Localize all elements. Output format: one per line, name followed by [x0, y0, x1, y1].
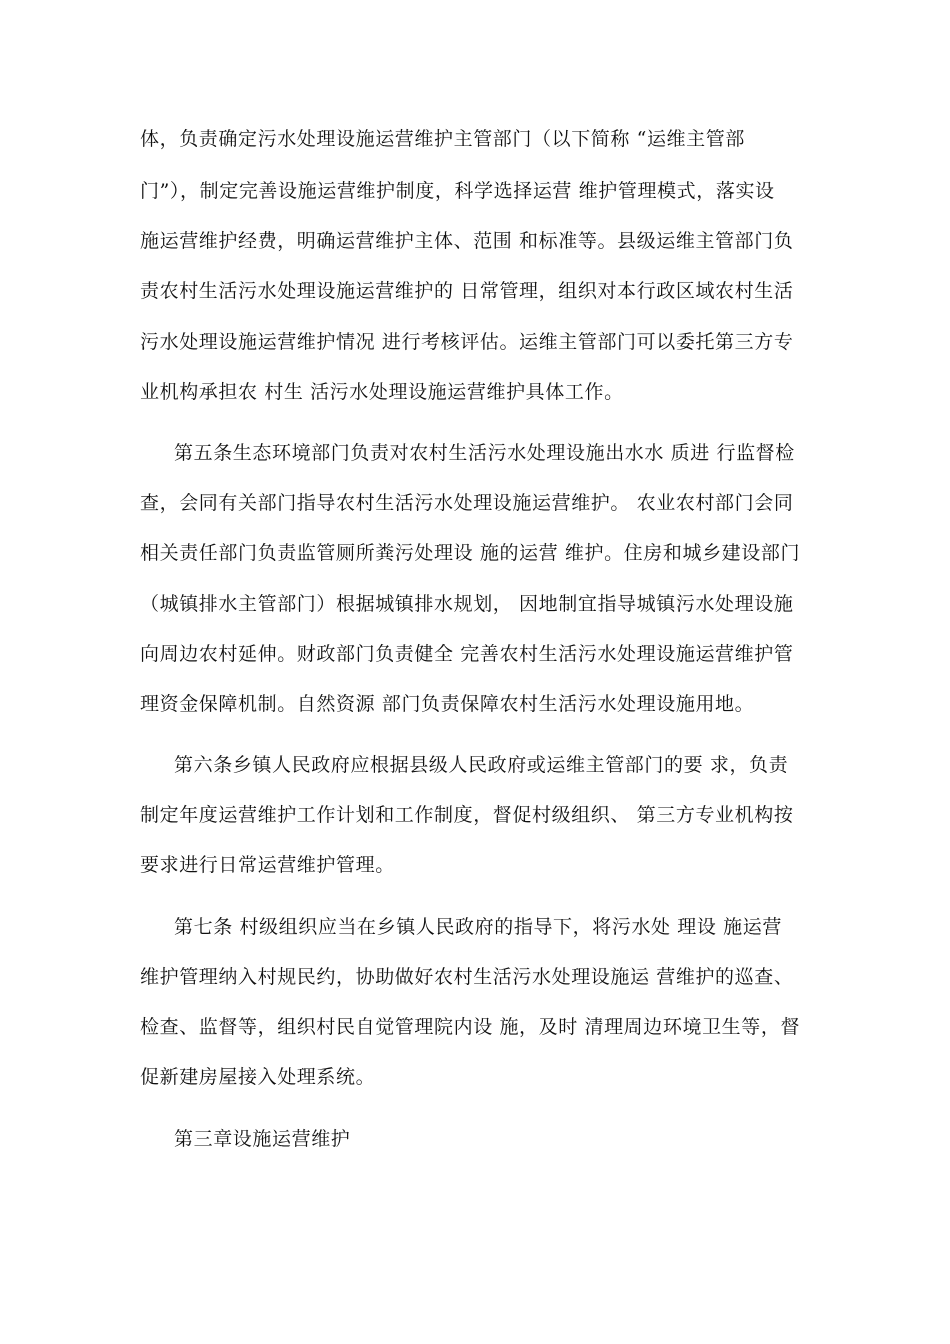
text-line: 第六条乡镇人民政府应根据县级人民政府或运维主管部门的要 求，负责	[174, 754, 789, 776]
text-line: 第五条生态环境部门负责对农村生活污水处理设施出水水 质进 行监督检	[174, 442, 795, 464]
text-line: 责农村生活污水处理设施运营维护的 日常管理，组织对本行政区域农村生活	[140, 280, 794, 302]
text-line: 要求进行日常运营维护管理。	[140, 854, 395, 876]
text-line: 业机构承担农 村生 活污水处理设施运营维护具体工作。	[140, 381, 624, 403]
text-line: 污水处理设施运营维护情况 进行考核评估。运维主管部门可以委托第三方专	[140, 331, 794, 353]
text-line: 施运营维护经费，明确运营维护主体、范围 和标准等。县级运维主管部门负	[140, 230, 794, 252]
text-line: 检查、监督等，组织村民自觉管理院内设 施，及时 清理周边环境卫生等，督	[140, 1016, 801, 1038]
text-line: 体，负责确定污水处理设施运营维护主管部门（以下简称 “运维主管部	[140, 128, 745, 150]
text-line: 查，会同有关部门指导农村生活污水处理设施运营维护。 农业农村部门会同	[140, 492, 794, 514]
text-line: 制定年度运营维护工作计划和工作制度，督促村级组织、 第三方专业机构按	[140, 804, 794, 826]
text-line: 理资金保障机制。自然资源 部门负责保障农村生活污水处理设施用地。	[140, 693, 755, 715]
text-line: 向周边农村延伸。财政部门负责健全 完善农村生活污水处理设施运营维护管	[140, 643, 794, 665]
text-line: 第七条 村级组织应当在乡镇人民政府的指导下，将污水处 理设 施运营	[174, 916, 782, 938]
text-line: 门”），制定完善设施运营维护制度，科学选择运营 维护管理模式，落实设	[140, 180, 775, 202]
text-line: 维护管理纳入村规民约，协助做好农村生活污水处理设施运 营维护的巡查、	[140, 966, 794, 988]
text-line: （城镇排水主管部门）根据城镇排水规划， 因地制宜指导城镇污水处理设施	[140, 593, 794, 615]
text-line: 相关责任部门负责监管厕所粪污处理设 施的运营 维护。住房和城乡建设部门	[140, 542, 801, 564]
chapter-title: 第三章设施运营维护	[174, 1128, 351, 1150]
text-line: 促新建房屋接入处理系统。	[140, 1066, 376, 1088]
